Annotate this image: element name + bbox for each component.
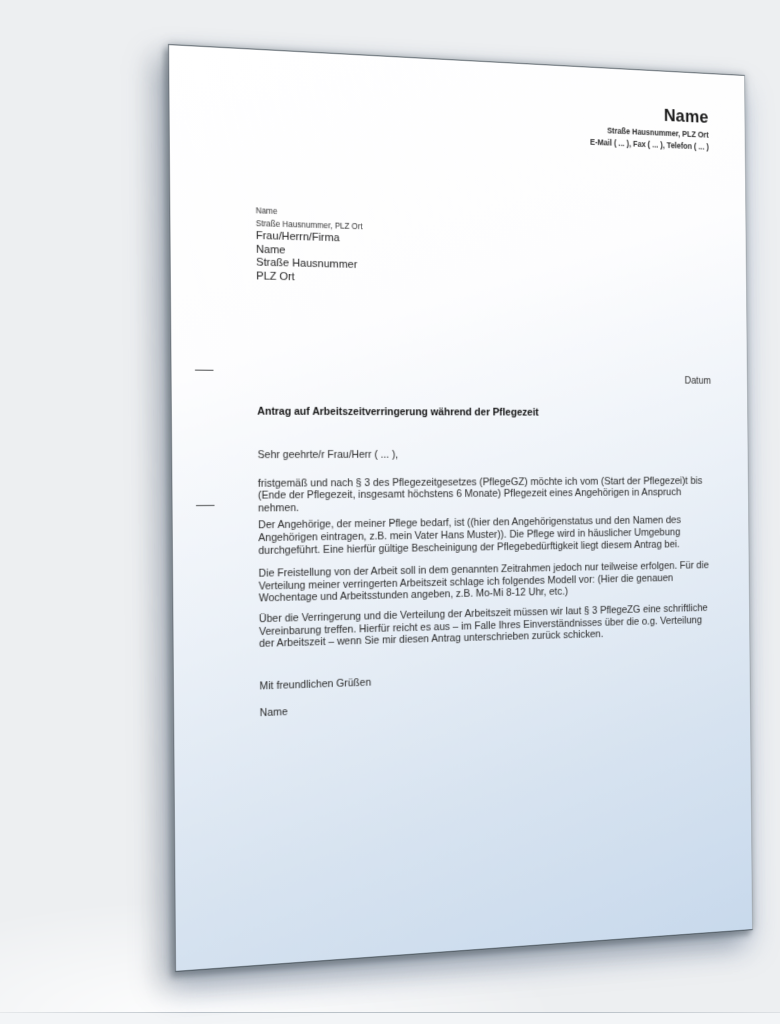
background-bottom-band <box>0 1013 780 1024</box>
letterhead <box>590 103 709 153</box>
greeting: Sehr geehrte/r Frau/Herr ( ... ), <box>257 449 399 462</box>
fold-mark-top <box>195 370 214 371</box>
paragraph-angehoeriger: Der Angehörige, der meiner Pflege bedarf, ist ((hier den Angehörigenstatus und den Namen des Angehörigen eintragen, z.B. mein Vater Hans Muster)). Die Pflege wird in häuslicher Umgebung durchgeführt. Eine hierfür gültige Bescheinigung der Pflegebedürftigkeit liegt diesem Antrag bei. <box>258 515 682 557</box>
recipient-address-block: Frau/Herrn/Firma Name Straße Hausnummer PLZ Ort <box>255 230 358 283</box>
letter-page <box>168 44 753 972</box>
closing-salutation: Mit freundlichen Grüßen <box>259 676 372 693</box>
date-label: Datum <box>684 375 711 387</box>
letterhead-address: Straße Hausnummer, PLZ Ort <box>607 125 709 140</box>
letterhead-name: Name <box>663 105 709 128</box>
fold-mark-middle <box>196 505 215 506</box>
subject-line: Antrag auf Arbeitszeitverringerung während der Pflegezeit <box>257 405 539 419</box>
paragraph-vereinbarung: Über die Verringerung und die Verteilung der Arbeitszeit müssen wir laut § 3 PflegeZG eine schriftliche Vereinbarung treffen. Hierfür reicht es aus – im Falle Ihres Einverständnisses über die o.g. Verteilung der Arbeitszeit – wenn Sie mir diesen Antrag unterschrieben zurück schicken. <box>258 602 708 650</box>
paragraph-pflegezeit-anspruch: fristgemäß und nach § 3 des Pflegezeitgesetzes (PflegeGZ) möchte ich vom (Start der Pflegezei)t bis (Ende der Pflegezeit, insgesamt höchstens 6 Monate) Pflegezeit eines Angehörigen in Anspruch nehmen. <box>257 475 703 515</box>
signature-name: Name <box>259 706 288 720</box>
paragraph-freistellung-modell: Die Freistellung von der Arbeit soll in dem genannten Zeitrahmen jedoch nur teilweise erfolgen. Für die Verteilung meiner verringerten Arbeitszeit schlage ich folgendes Modell vor: (Hier die genauen Wochentage und Arbeitsstunden angeben, z.B. Mo-Mi 8-12 Uhr, etc.) <box>258 559 709 605</box>
letter-body <box>258 449 724 720</box>
sender-return-address: Name Straße Hausnummer, PLZ Ort <box>255 205 363 232</box>
letterhead-contact: E-Mail ( ... ), Fax ( ... ), Telefon ( ... ) <box>590 137 709 152</box>
